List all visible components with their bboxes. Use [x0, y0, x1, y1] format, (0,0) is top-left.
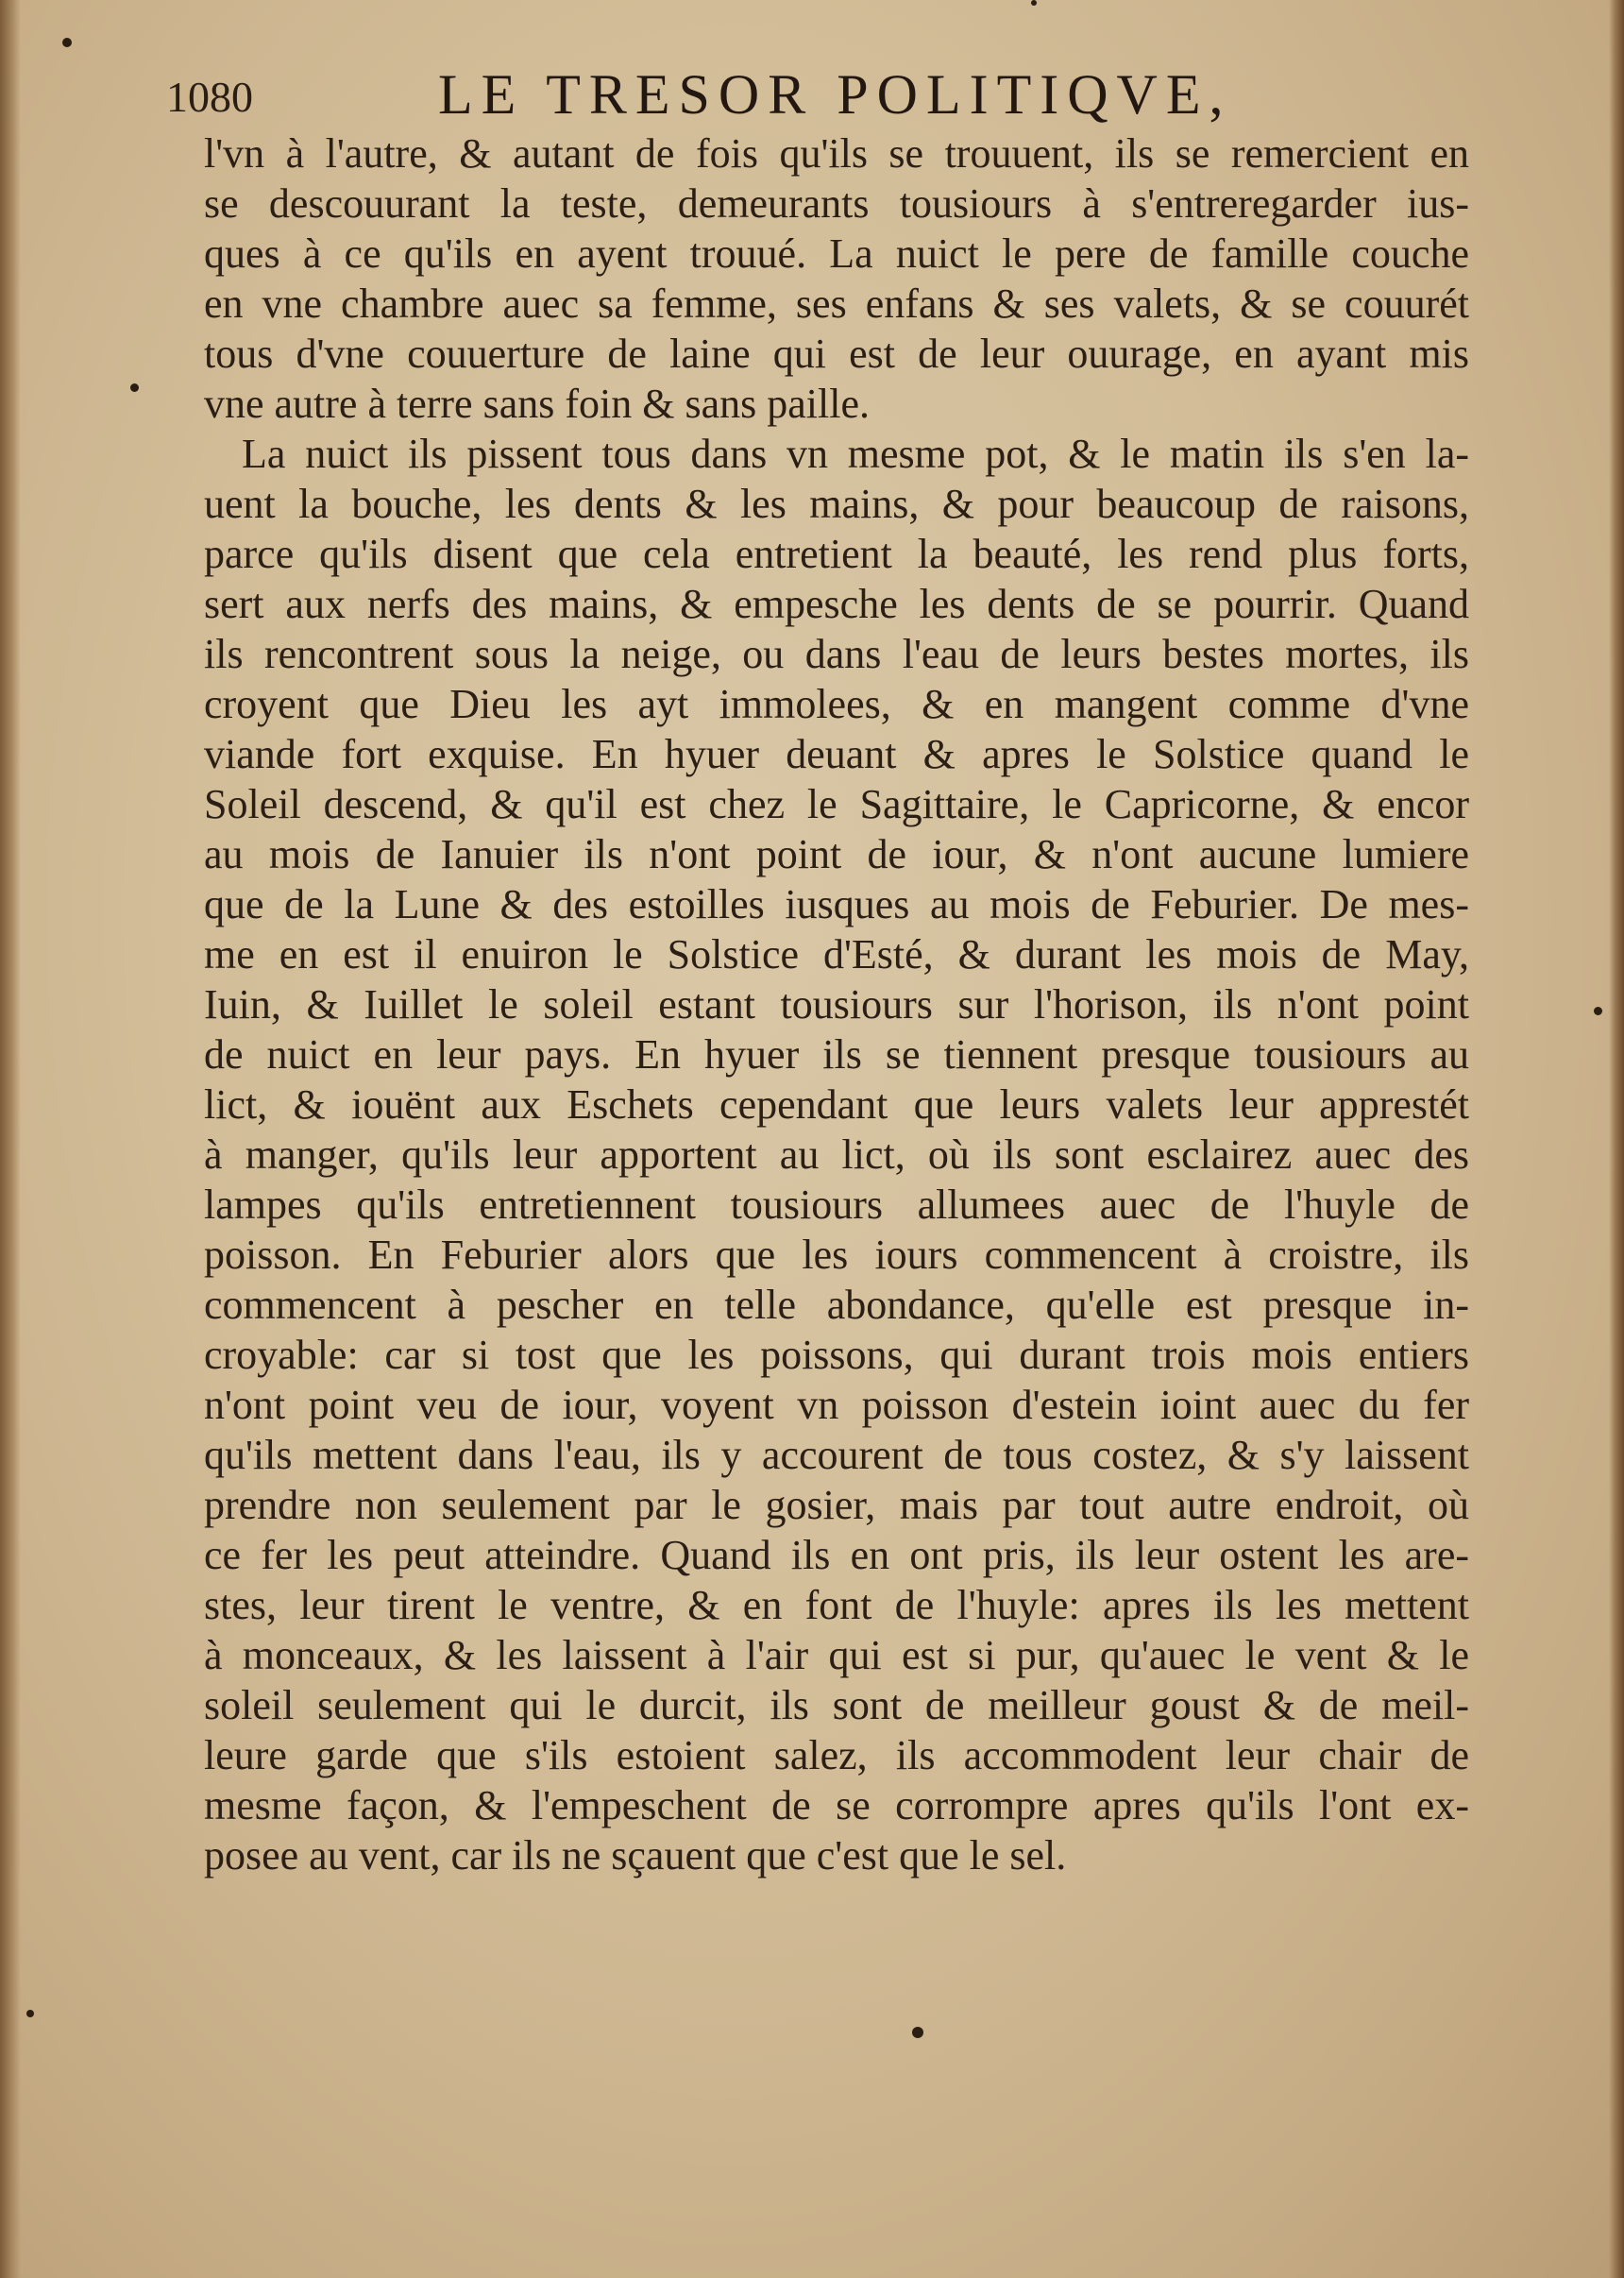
- ink-spot: [26, 2010, 34, 2017]
- text-line: sert aux nerfs des mains, & empesche les dents de se pourrir. Quand: [204, 581, 1469, 627]
- page-header: [166, 62, 1488, 128]
- ink-spot: [1031, 0, 1037, 6]
- text-line: que de la Lune & des estoilles iusques au mois de Feburier. De mes-: [204, 881, 1469, 927]
- text-line: de nuict en leur pays. En hyuer ils se tiennent presque tousiours au: [204, 1031, 1469, 1078]
- text-line: me en est il enuiron le Solstice d'Esté, & durant les mois de May,: [204, 931, 1469, 978]
- text-line: ce fer les peut atteindre. Quand ils en ont pris, ils leur ostent les are-: [204, 1532, 1469, 1578]
- text-line: La nuict ils pissent tous dans vn mesme pot, & le matin ils s'en la-: [242, 431, 1469, 477]
- text-line: en vne chambre auec sa femme, ses enfans & ses valets, & se couurét: [204, 280, 1469, 327]
- text-line: commencent à pescher en telle abondance, qu'elle est presque in-: [204, 1282, 1469, 1328]
- text-line: soleil seulement qui le durcit, ils sont de meilleur goust & de meil-: [204, 1682, 1469, 1728]
- text-line: à monceaux, & les laissent à l'air qui est si pur, qu'auec le vent & le: [204, 1632, 1469, 1678]
- text-line: Iuin, & Iuillet le soleil estant tousiours sur l'horison, ils n'ont point: [204, 981, 1469, 1028]
- text-line: lict, & iouënt aux Eschets cependant que leurs valets leur apprestét: [204, 1081, 1469, 1128]
- ink-spot: [62, 38, 72, 47]
- text-line: Soleil descend, & qu'il est chez le Sagittaire, le Capricorne, & encor: [204, 781, 1469, 827]
- text-line: lampes qu'ils entretiennent tousiours allumees auec de l'huyle de: [204, 1182, 1469, 1228]
- ink-spot: [912, 2027, 923, 2038]
- text-line: vne autre à terre sans foin & sans paille.: [204, 381, 870, 427]
- page-gutter-shadow: [0, 0, 21, 2278]
- ink-spot: [130, 383, 139, 392]
- text-line: qu'ils mettent dans l'eau, ils y accourent de tous costez, & s'y laissent: [204, 1432, 1469, 1478]
- text-line: viande fort exquise. En hyuer deuant & apres le Solstice quand le: [204, 731, 1469, 777]
- text-line: prendre non seulement par le gosier, mais par tout autre endroit, où: [204, 1482, 1469, 1528]
- text-line: se descouurant la teste, demeurants tousiours à s'entreregarder ius-: [204, 180, 1469, 227]
- text-line: croyable: car si tost que les poissons, qui durant trois mois entiers: [204, 1332, 1469, 1378]
- text-line: stes, leur tirent le ventre, & en font de l'huyle: apres ils les mettent: [204, 1582, 1469, 1628]
- page-number: 1080: [166, 73, 253, 121]
- page-edge-shadow: [1609, 0, 1624, 2278]
- body-text: [204, 128, 1469, 1880]
- text-line: ques à ce qu'ils en ayent trouué. La nuict le pere de famille couche: [204, 230, 1469, 277]
- ink-spot: [1594, 1007, 1602, 1015]
- text-line: croyent que Dieu les ayt immolees, & en mangent comme d'vne: [204, 681, 1469, 727]
- text-line: n'ont point veu de iour, voyent vn poisson d'estein ioint auec du fer: [204, 1382, 1469, 1428]
- text-line: à manger, qu'ils leur apportent au lict, où ils sont esclairez auec des: [204, 1131, 1469, 1178]
- text-line: poisson. En Feburier alors que les iours commencent à croistre, ils: [204, 1232, 1469, 1278]
- text-line: au mois de Ianuier ils n'ont point de iour, & n'ont aucune lumiere: [204, 831, 1469, 877]
- text-line: uent la bouche, les dents & les mains, & pour beaucoup de raisons,: [204, 481, 1469, 527]
- text-line: parce qu'ils disent que cela entretient la beauté, les rend plus forts,: [204, 531, 1469, 577]
- text-line: tous d'vne couuerture de laine qui est de leur ouurage, en ayant mis: [204, 331, 1469, 377]
- text-line: leure garde que s'ils estoient salez, ils accommodent leur chair de: [204, 1732, 1469, 1778]
- running-title: LE TRESOR POLITIQVE,: [438, 63, 1232, 126]
- text-line: ils rencontrent sous la neige, ou dans l'eau de leurs bestes mortes, ils: [204, 631, 1469, 677]
- text-line: l'vn à l'autre, & autant de fois qu'ils se trouuent, ils se remercient en: [204, 130, 1469, 177]
- text-line: mesme façon, & l'empeschent de se corrompre apres qu'ils l'ont ex-: [204, 1782, 1469, 1828]
- text-line: posee au vent, car ils ne sçauent que c'est que le sel.: [204, 1832, 1067, 1878]
